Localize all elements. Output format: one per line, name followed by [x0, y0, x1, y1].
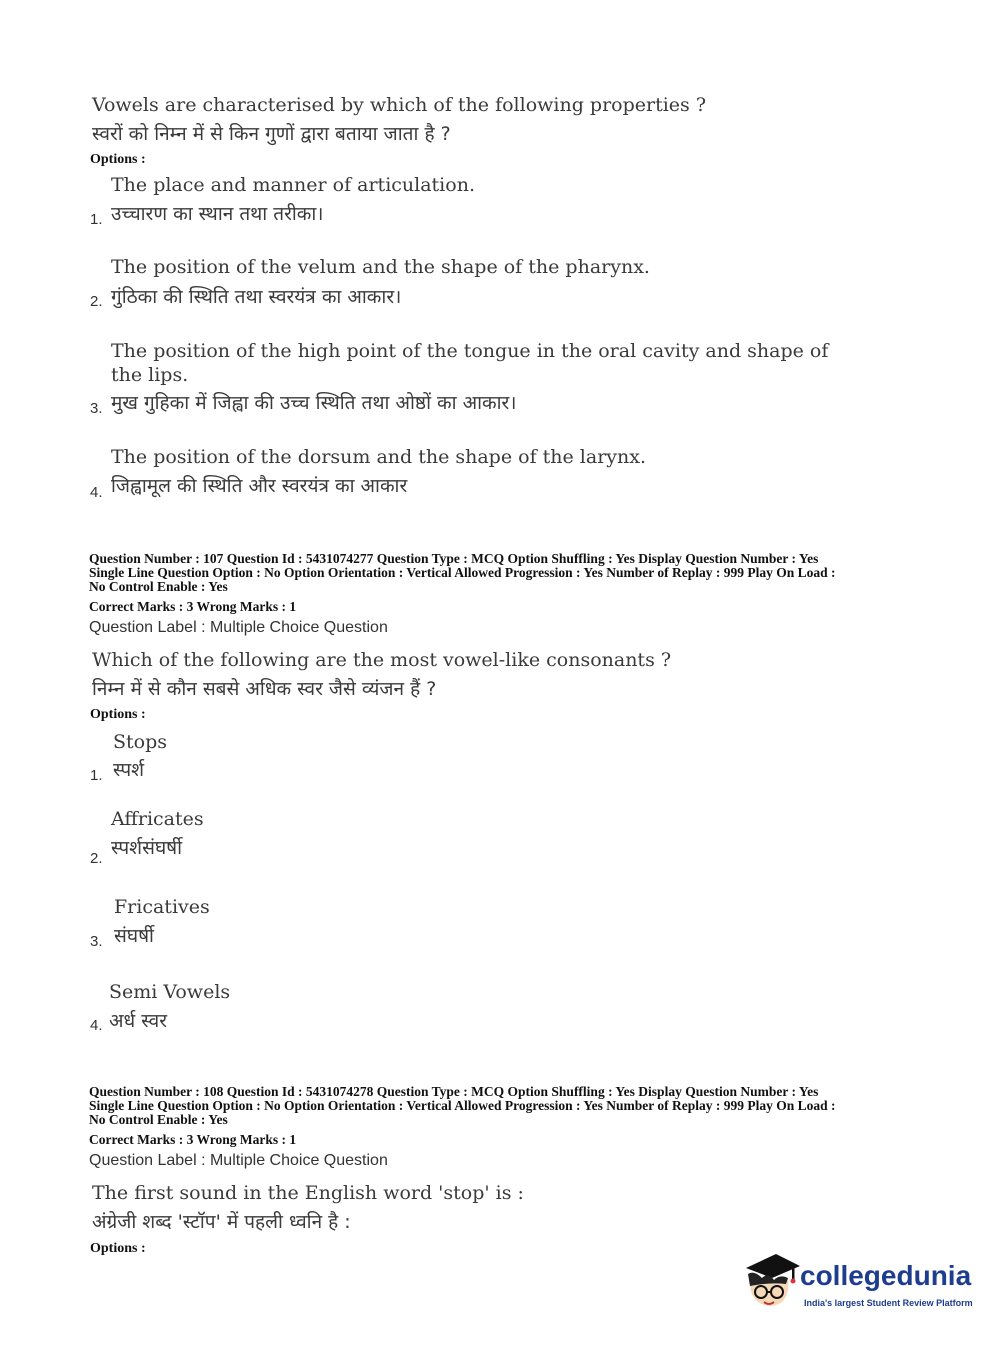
- q107-option-4-number: 4.: [90, 1017, 103, 1034]
- q106-text-hi: स्वरों को निम्न में से किन गुणों द्वारा बताया जाता है ?: [92, 123, 451, 145]
- q108-meta-line3: No Control Enable : Yes: [89, 1112, 228, 1127]
- q107-marks: Correct Marks : 3 Wrong Marks : 1: [89, 599, 297, 614]
- q106-option-3-hi: मुख गुहिका में जिह्वा की उच्च स्थिति तथा ओष्ठों का आकार।: [111, 392, 517, 414]
- q107-meta-line2: Single Line Question Option : No Option Orientation : Vertical Allowed Progression : Yes Number of Replay : 999 Play On Load :: [89, 565, 836, 580]
- q106-option-1-en: The place and manner of articulation.: [111, 174, 475, 196]
- q106-option-3-en-line2: the lips.: [111, 364, 189, 386]
- q106-option-1-number: 1.: [90, 211, 103, 228]
- q107-text-en: Which of the following are the most vowel-like consonants ?: [92, 649, 672, 671]
- q107-meta-line1: Question Number : 107 Question Id : 5431074277 Question Type : MCQ Option Shuffling : Yes Display Question Number : Yes: [89, 551, 819, 566]
- q106-option-2-hi: गुंठिका की स्थिति तथा स्वरयंत्र का आकार।: [111, 286, 402, 308]
- q106-option-2-en: The position of the velum and the shape of the pharynx.: [111, 256, 650, 278]
- q107-option-2-en: Affricates: [111, 808, 204, 830]
- q107-meta-line3: No Control Enable : Yes: [89, 579, 228, 594]
- q107-option-2-hi: स्पर्शसंघर्षी: [111, 837, 183, 859]
- q107-option-4-en: Semi Vowels: [109, 981, 231, 1003]
- q108-meta-line2: Single Line Question Option : No Option Orientation : Vertical Allowed Progression : Yes Number of Replay : 999 Play On Load :: [89, 1098, 836, 1113]
- q106-options-label: Options :: [90, 152, 146, 167]
- q107-text-hi: निम्न में से कौन सबसे अधिक स्वर जैसे व्यंजन हैं ?: [92, 678, 437, 700]
- q107-option-3-hi: संघर्षी: [114, 925, 154, 947]
- q108-text-en: The first sound in the English word 'stop' is :: [92, 1182, 524, 1204]
- q108-meta-line1: Question Number : 108 Question Id : 5431074278 Question Type : MCQ Option Shuffling : Yes Display Question Number : Yes: [89, 1084, 819, 1099]
- collegedunia-logo: [740, 1248, 973, 1318]
- q108-options-label: Options :: [90, 1241, 146, 1256]
- q108-marks: Correct Marks : 3 Wrong Marks : 1: [89, 1132, 297, 1147]
- q107-option-3-en: Fricatives: [114, 896, 210, 918]
- q107-question-label: Question Label : Multiple Choice Question: [89, 619, 388, 636]
- q106-option-4-en: The position of the dorsum and the shape of the larynx.: [111, 446, 647, 468]
- q106-option-4-number: 4.: [90, 484, 103, 501]
- q107-options-label: Options :: [90, 707, 146, 722]
- q107-option-2-number: 2.: [90, 850, 103, 867]
- q107-option-1-number: 1.: [90, 767, 103, 784]
- q107-option-4-hi: अर्ध स्वर: [109, 1010, 167, 1032]
- q108-question-label: Question Label : Multiple Choice Question: [89, 1152, 388, 1169]
- q106-text-en: Vowels are characterised by which of the following properties ?: [92, 94, 707, 116]
- q106-option-1-hi: उच्चारण का स्थान तथा तरीका।: [111, 203, 324, 225]
- graduate-mascot-icon: [740, 1248, 802, 1312]
- q106-option-4-hi: जिह्वामूल की स्थिति और स्वरयंत्र का आकार: [111, 475, 408, 497]
- q107-option-3-number: 3.: [90, 933, 103, 950]
- logo-name: collegedunia: [800, 1260, 972, 1291]
- q107-option-1-hi: स्पर्श: [113, 759, 145, 781]
- q108-text-hi: अंग्रेजी शब्द 'स्टॉप' में पहली ध्वनि है :: [92, 1211, 351, 1233]
- logo-tagline: India's largest Student Review Platform: [804, 1298, 973, 1308]
- q106-option-3-number: 3.: [90, 400, 103, 417]
- q106-option-2-number: 2.: [90, 293, 103, 310]
- q107-option-1-en: Stops: [113, 731, 168, 753]
- q106-option-3-en: The position of the high point of the tongue in the oral cavity and shape of: [111, 340, 829, 362]
